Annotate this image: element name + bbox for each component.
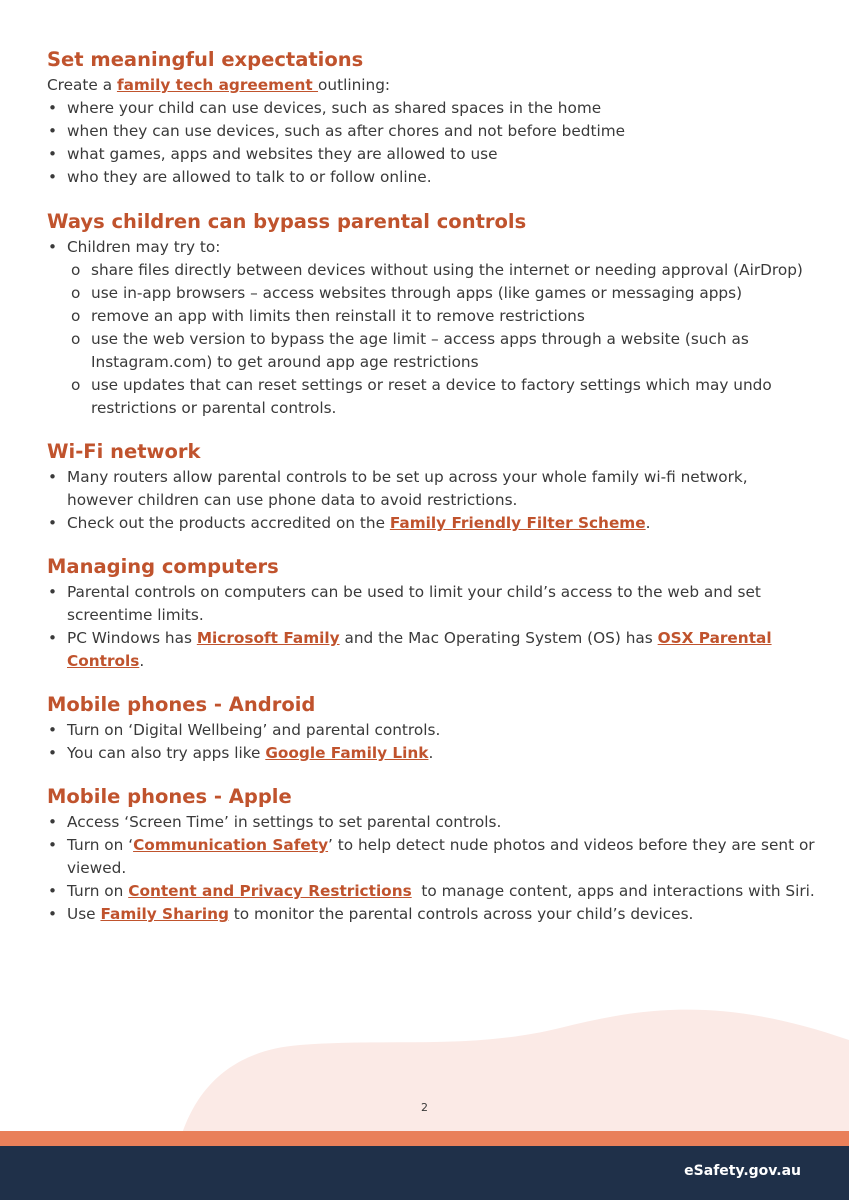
sublist-item: o use in-app browsers – access websites through apps (like games or messaging apps): [47, 282, 817, 305]
text: Turn on ‘: [67, 836, 134, 854]
list-item: [47, 903, 817, 926]
section-wifi: [47, 438, 817, 535]
list-item: • Many routers allow parental controls to be set up across your whole family wi-fi network, however children can use phone data to avoid restrictions.: [47, 466, 817, 512]
bypass-sublist: [47, 259, 817, 420]
heading-computers: Managing computers: [47, 555, 279, 578]
text: You can also try apps like: [67, 744, 266, 762]
heading-android: Mobile phones - Android: [47, 693, 316, 716]
list-item: • when they can use devices, such as after chores and not before bedtime: [47, 120, 817, 143]
osx-parental-controls-link[interactable]: OSX Parental Controls: [67, 629, 772, 670]
section-android: [47, 691, 817, 765]
intro-prefix: Create a: [47, 76, 117, 94]
text: ’ to help detect nude photos and videos before they are sent or viewed.: [67, 836, 815, 877]
text: and the Mac Operating System (OS) has: [339, 629, 658, 647]
list-item: • Parental controls on computers can be used to limit your child’s access to the web and set screentime limits.: [47, 581, 817, 627]
page-number: 2: [421, 1101, 428, 1114]
text: Check out the products accredited on the: [67, 514, 390, 532]
footer-site-name: eSafety.gov.au: [684, 1163, 801, 1179]
heading-bypass: Ways children can bypass parental controls: [47, 210, 527, 233]
section-expectations: [47, 46, 817, 189]
list-item: [47, 236, 817, 420]
footer-accent-band: [0, 1131, 849, 1146]
text: to monitor the parental controls across your child’s devices.: [228, 905, 694, 923]
text: PC Windows has: [67, 629, 197, 647]
content-privacy-restrictions-link[interactable]: Content and Privacy Restrictions: [128, 882, 412, 900]
bypass-list: [47, 236, 817, 420]
sublist-item: o use updates that can reset settings or reset a device to factory settings which may undo restrictions or parental controls.: [47, 374, 817, 420]
sublist-item: o remove an app with limits then reinstall it to remove restrictions: [47, 305, 817, 328]
text: .: [139, 652, 145, 670]
sublist-item: o share files directly between devices without using the internet or needing approval (AirDrop): [47, 259, 817, 282]
text: .: [645, 514, 651, 532]
list-item: • who they are allowed to talk to or follow online.: [47, 166, 817, 189]
microsoft-family-link[interactable]: Microsoft Family: [196, 629, 340, 647]
footer-bar: [0, 1146, 849, 1200]
apple-list: [47, 811, 817, 926]
list-item: [47, 627, 817, 673]
list-item: • Turn on ‘Digital Wellbeing’ and parental controls.: [47, 719, 817, 742]
communication-safety-link[interactable]: Communication Safety: [133, 836, 329, 854]
text: Turn on: [67, 882, 129, 900]
expectations-intro: [47, 74, 817, 97]
document-body: [47, 46, 817, 944]
list-item: [47, 880, 817, 903]
bypass-lead: Children may try to:: [67, 238, 221, 256]
family-sharing-link[interactable]: Family Sharing: [100, 905, 229, 923]
text: to manage content, apps and interactions with Siri.: [411, 882, 815, 900]
section-apple: [47, 783, 817, 926]
text: .: [428, 744, 434, 762]
list-item: • what games, apps and websites they are allowed to use: [47, 143, 817, 166]
list-item: [47, 742, 817, 765]
android-list: [47, 719, 817, 765]
section-bypass: [47, 208, 817, 420]
computers-list: [47, 581, 817, 673]
expectations-list: [47, 97, 817, 189]
heading-wifi: Wi-Fi network: [47, 440, 201, 463]
family-friendly-filter-scheme-link[interactable]: Family Friendly Filter Scheme: [389, 514, 646, 532]
list-item: [47, 512, 817, 535]
text: Use: [67, 905, 101, 923]
heading-expectations: Set meaningful expectations: [47, 48, 364, 71]
family-tech-agreement-link[interactable]: family tech agreement: [116, 76, 319, 94]
heading-apple: Mobile phones - Apple: [47, 785, 292, 808]
section-computers: [47, 553, 817, 673]
intro-suffix: outlining:: [318, 76, 391, 94]
list-item: [47, 834, 817, 880]
list-item: • where your child can use devices, such as shared spaces in the home: [47, 97, 817, 120]
google-family-link-link[interactable]: Google Family Link: [265, 744, 429, 762]
wifi-list: [47, 466, 817, 535]
sublist-item: o use the web version to bypass the age limit – access apps through a website (such as Instagram.com) to get around app age restrictions: [47, 328, 817, 374]
list-item: • Access ‘Screen Time’ in settings to set parental controls.: [47, 811, 817, 834]
